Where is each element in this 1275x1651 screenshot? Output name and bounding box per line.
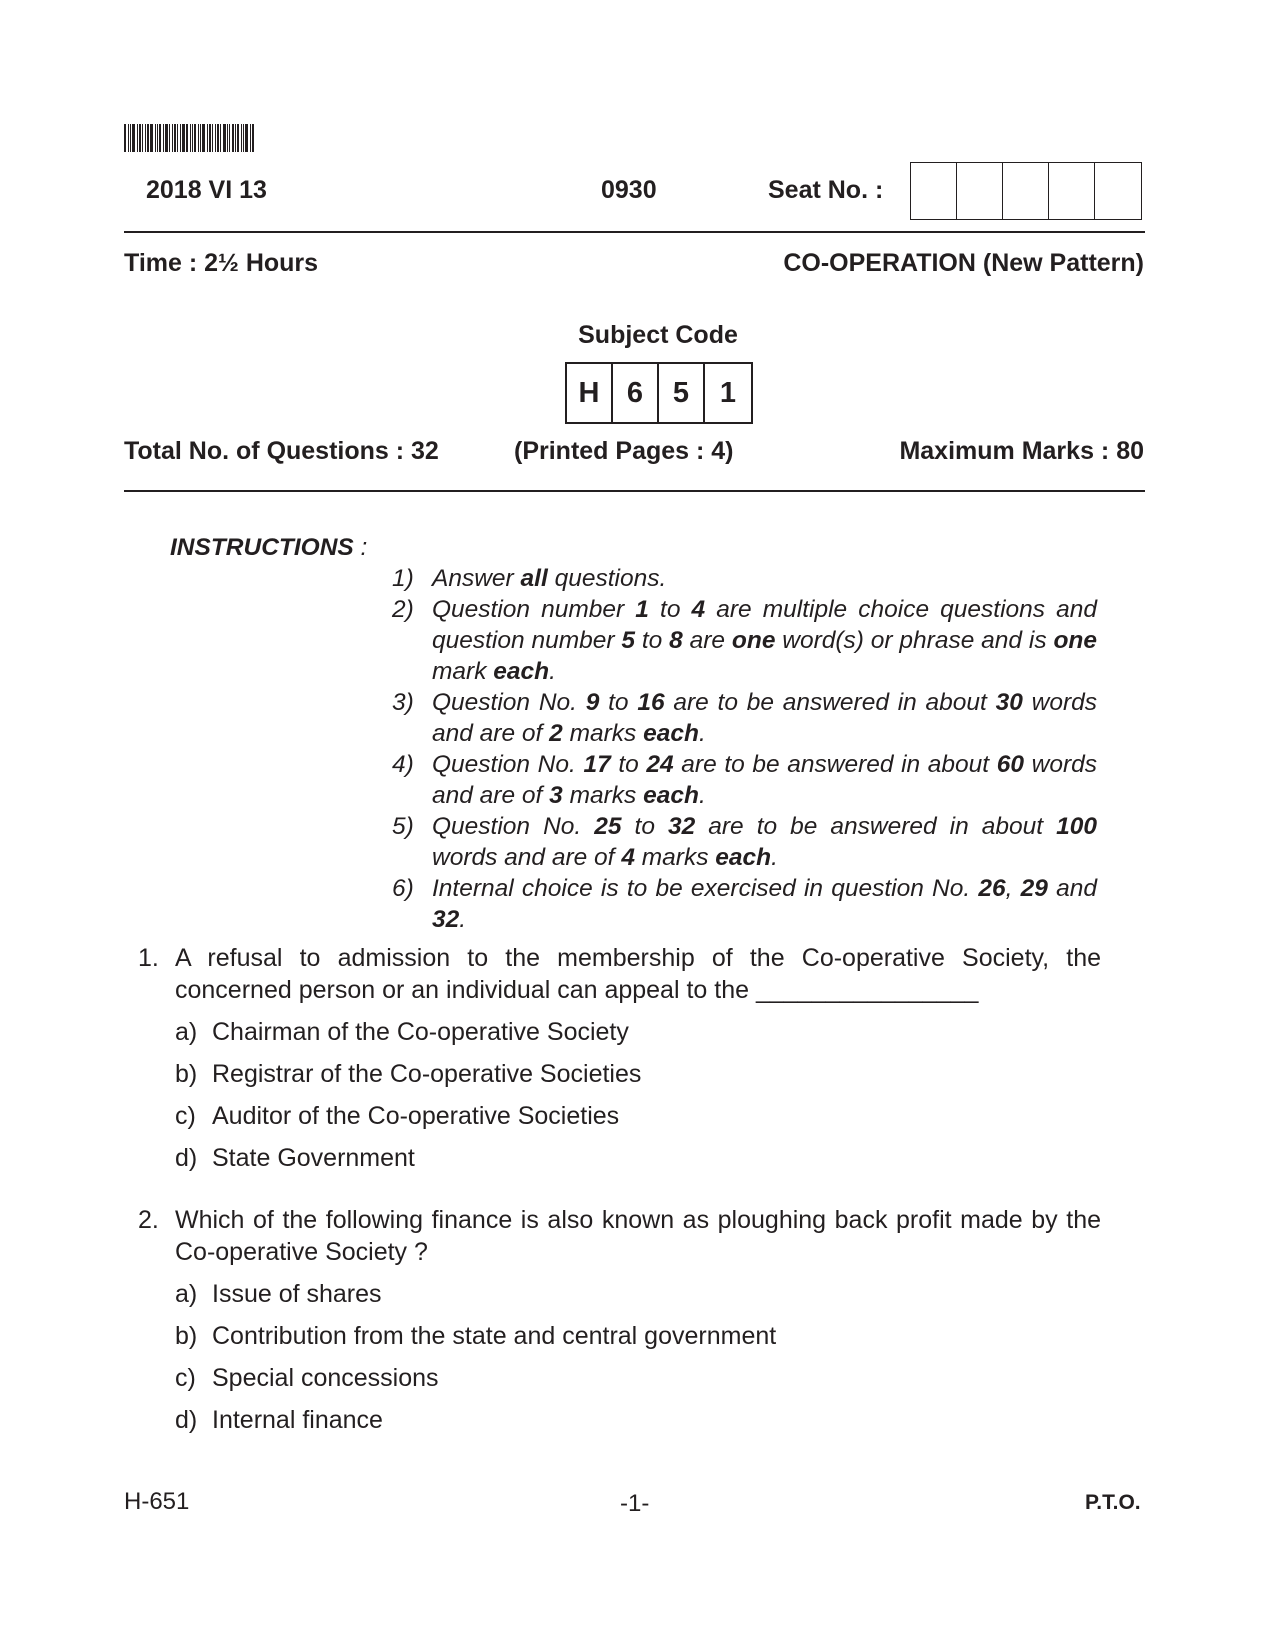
barcode-bar: [124, 124, 126, 152]
instruction-item: [392, 811, 1097, 873]
barcode-bar: [147, 124, 149, 152]
barcode-bar: [139, 124, 141, 152]
footer-paper-code: H-651: [124, 1488, 190, 1515]
option-label: b): [175, 1322, 198, 1350]
barcode-bar: [212, 124, 213, 152]
instruction-text: Question number 1 to 4 are multiple choice questions and question number 5 to 8 are one word(s) or phrase and is one mark each.: [432, 596, 1098, 685]
option-label: a): [175, 1280, 198, 1308]
barcode-bar: [145, 124, 146, 152]
instruction-number: 4): [392, 751, 414, 778]
subject-code-label: Subject Code: [578, 321, 738, 349]
question: [138, 942, 1101, 1174]
barcode-bar: [209, 124, 211, 152]
answer-option: [175, 1362, 1101, 1394]
barcode-bar: [163, 124, 164, 152]
question-stem: [138, 1204, 1101, 1268]
paper-date-code: 2018 VI 13: [146, 176, 267, 204]
answer-option: [175, 1058, 1101, 1090]
option-text: Registrar of the Co-operative Societies: [212, 1060, 642, 1088]
seat-label: Seat No. :: [768, 176, 884, 204]
barcode-bar: [235, 124, 236, 152]
barcode-bar: [241, 124, 242, 152]
barcode-bar: [217, 124, 219, 152]
option-label: d): [175, 1144, 198, 1172]
instruction-item: [392, 873, 1097, 935]
paper-number: 0930: [601, 176, 657, 204]
questions: [138, 942, 1101, 1466]
instructions-label: INSTRUCTIONS: [170, 534, 354, 561]
pto-label: P.T.O.: [1085, 1491, 1141, 1514]
barcode-bar: [215, 124, 216, 152]
barcode-bar: [132, 124, 135, 152]
instruction-number: 2): [392, 596, 414, 623]
barcode-bar: [229, 124, 230, 152]
subject-code-char: 1: [719, 376, 737, 409]
instructions-list: [392, 563, 1097, 935]
subject-code-char: 5: [659, 364, 705, 422]
question-stem: [138, 942, 1101, 1006]
subject-code-boxes: [565, 362, 753, 424]
answer-option: [175, 1278, 1101, 1310]
instruction-number: 5): [392, 813, 414, 840]
barcode-bar: [220, 124, 221, 152]
barcode-bar: [180, 124, 181, 152]
barcode-bar: [150, 124, 153, 152]
option-text: Special concessions: [212, 1364, 439, 1392]
answer-option: [175, 1142, 1101, 1174]
answer-option: [175, 1320, 1101, 1352]
option-label: b): [175, 1060, 198, 1088]
barcode-bar: [169, 124, 170, 152]
seat-box[interactable]: [1003, 163, 1049, 219]
instruction-text: Question No. 25 to 32 are to be answered in about 100 words and are of 4 marks each.: [432, 813, 1097, 871]
barcode-bar: [202, 124, 205, 152]
barcode-bar: [237, 124, 239, 152]
option-text: Auditor of the Co-operative Societies: [212, 1102, 620, 1130]
barcode-bar: [232, 124, 234, 152]
barcode-bar: [250, 124, 251, 152]
barcode-bar: [200, 124, 201, 152]
subject-code-char: H: [567, 364, 613, 422]
question-number: 1.: [138, 944, 159, 972]
barcode-bar: [155, 124, 156, 152]
instructions-divider: [124, 490, 1145, 492]
barcode-bar: [142, 124, 143, 152]
question: [138, 1204, 1101, 1436]
barcode-bar: [243, 124, 244, 152]
barcode-bar: [165, 124, 168, 152]
instruction-number: 1): [392, 565, 414, 592]
barcode: [124, 124, 264, 152]
seat-box[interactable]: [911, 163, 957, 219]
answer-option: [175, 1404, 1101, 1436]
barcode-bar: [128, 124, 129, 152]
option-text: Contribution from the state and central government: [212, 1322, 777, 1350]
seat-box[interactable]: [957, 163, 1003, 219]
maximum-marks: Maximum Marks : 80: [899, 437, 1144, 465]
barcode-bar: [223, 124, 226, 152]
total-questions: Total No. of Questions : 32: [124, 437, 439, 465]
barcode-bar: [172, 124, 173, 152]
instruction-item: [392, 687, 1097, 749]
answer-option: [175, 1016, 1101, 1048]
instruction-number: 6): [392, 875, 414, 902]
question-text: Which of the following finance is also known as ploughing back profit made by the Co-operative Society ?: [175, 1206, 1101, 1266]
instruction-text: Internal choice is to be exercised in question No. 26, 29 and 32.: [432, 875, 1097, 933]
option-text: State Government: [212, 1144, 415, 1172]
instructions-separator: :: [353, 534, 368, 561]
subject-title: CO-OPERATION (New Pattern): [783, 249, 1144, 277]
option-text: Chairman of the Co-operative Society: [212, 1018, 629, 1046]
barcode-bar: [157, 124, 158, 152]
barcode-bar: [192, 124, 193, 152]
barcode-bar: [130, 124, 131, 152]
instruction-number: 3): [392, 689, 414, 716]
instruction-item: [392, 563, 1097, 594]
header-divider: [124, 231, 1145, 233]
barcode-bar: [194, 124, 196, 152]
page-number: -1-: [620, 1490, 650, 1517]
barcode-bar: [137, 124, 138, 152]
instruction-item: [392, 594, 1097, 687]
answer-option: [175, 1100, 1101, 1132]
option-text: Issue of shares: [212, 1280, 382, 1308]
instructions-heading: [170, 532, 367, 563]
option-label: a): [175, 1018, 198, 1046]
option-label: c): [175, 1364, 196, 1392]
seat-box[interactable]: [1095, 163, 1141, 219]
barcode-bar: [177, 124, 178, 152]
option-text: Internal finance: [212, 1406, 383, 1434]
instruction-text: Answer all questions.: [432, 565, 667, 592]
seat-box[interactable]: [1049, 163, 1095, 219]
barcode-bar: [182, 124, 185, 152]
barcode-bar: [159, 124, 161, 152]
question-number: 2.: [138, 1206, 159, 1234]
barcode-bar: [245, 124, 248, 152]
barcode-bar: [252, 124, 254, 152]
barcode-bar: [186, 124, 188, 152]
question-text: A refusal to admission to the membership of the Co-operative Society, the concerned person or an individual can appeal to the ________________: [175, 944, 1101, 1004]
barcode-bar: [174, 124, 176, 152]
instruction-item: [392, 749, 1097, 811]
time-allowed: Time : 2½ Hours: [124, 249, 319, 277]
barcode-bar: [198, 124, 199, 152]
instruction-text: Question No. 9 to 16 are to be answered in about 30 words and are of 2 marks each.: [432, 689, 1097, 747]
option-label: d): [175, 1406, 198, 1434]
instruction-text: Question No. 17 to 24 are to be answered in about 60 words and are of 3 marks each.: [432, 751, 1097, 809]
barcode-bar: [190, 124, 191, 152]
printed-pages: (Printed Pages : 4): [514, 437, 734, 465]
barcode-bar: [207, 124, 208, 152]
subject-code-char: 6: [613, 364, 659, 422]
barcode-bar: [227, 124, 228, 152]
option-label: c): [175, 1102, 196, 1130]
seat-number-boxes[interactable]: [910, 162, 1142, 220]
